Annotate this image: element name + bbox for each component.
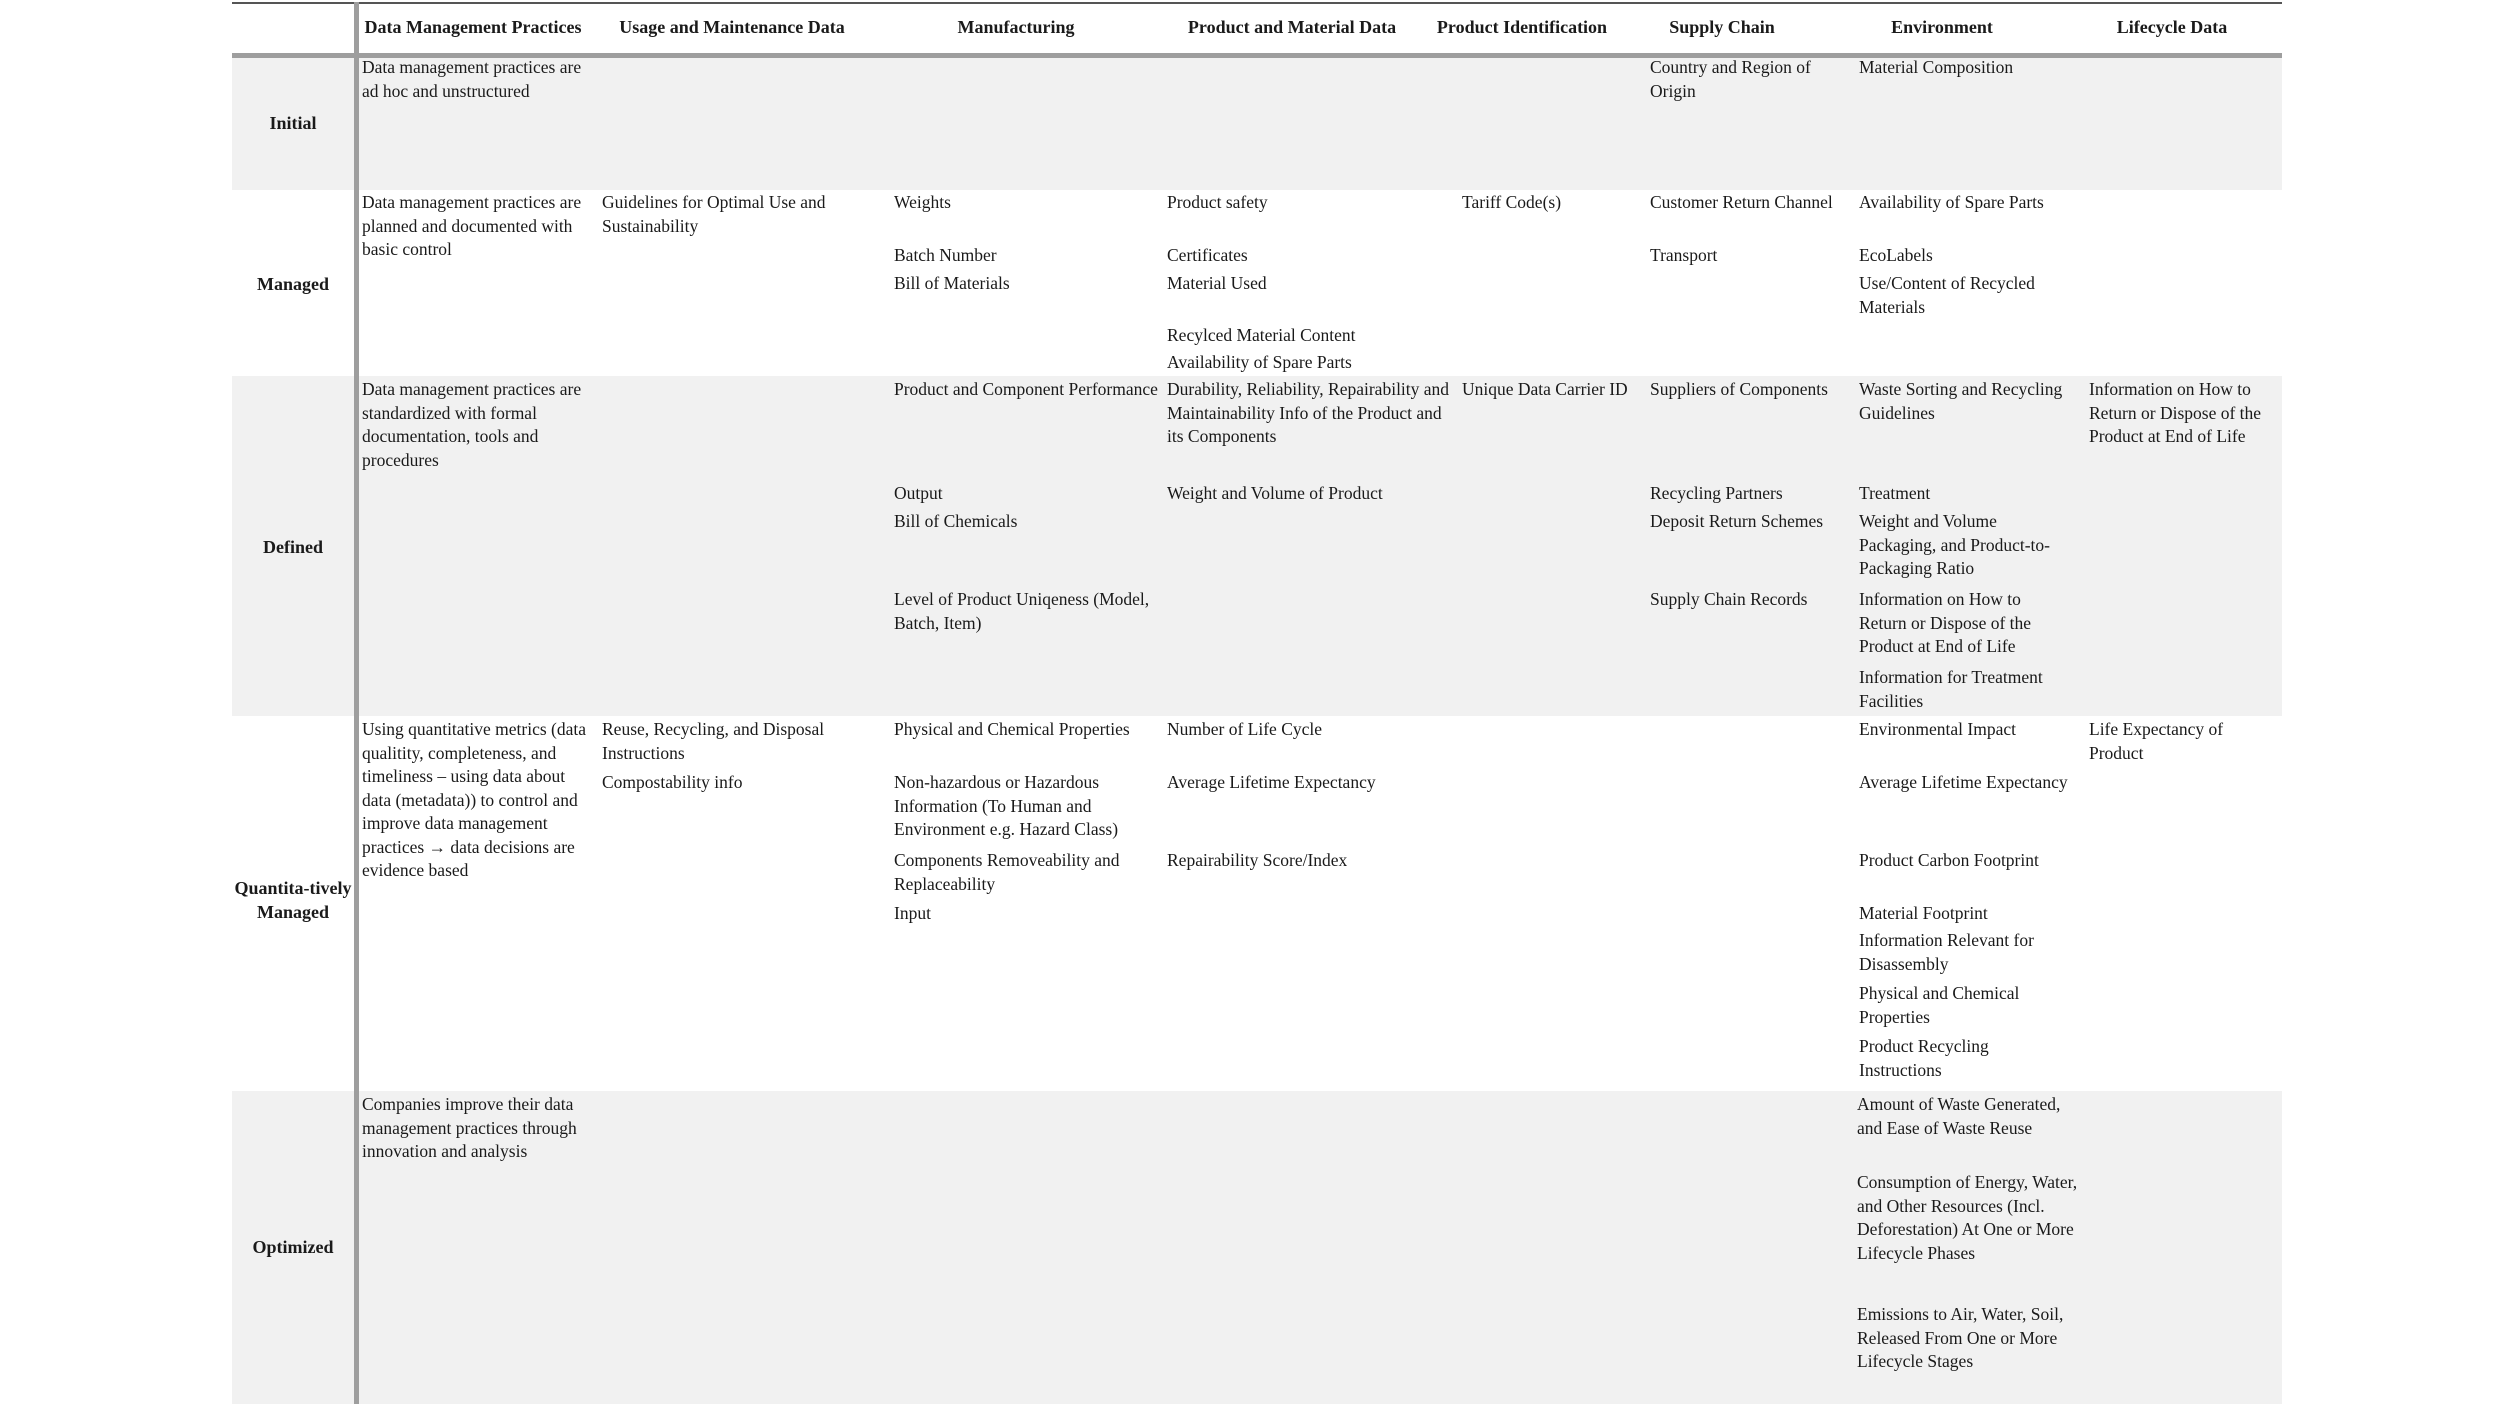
id-defined-1: Unique Data Carrier ID	[1462, 379, 1628, 399]
mfg-quantitative-2: Non-hazardous or Hazardous Information (To Human and Environment e.g. Hazard Class)	[894, 772, 1119, 839]
lifecycle-defined-1: Information on How to Return or Dispose of the Product at End of Life	[2089, 379, 2262, 446]
row-label-initial: Initial	[269, 113, 317, 133]
practice-initial: Data management practices are ad hoc and unstructured	[362, 57, 582, 101]
supply-managed-1: Customer Return Channel	[1650, 192, 1833, 212]
env-managed-3: Use/Content of Recycled Materials	[1859, 273, 2035, 317]
env-optimized-3: Emissions to Air, Water, Soil, Released From One or More Lifecycle Stages	[1857, 1304, 2064, 1371]
mfg-defined-3: Bill of Chemicals	[894, 511, 1018, 531]
header-environment: Environment	[1891, 17, 1993, 37]
supply-defined-4: Supply Chain Records	[1650, 589, 1808, 609]
row-label-quantitatively-managed: Quantita-tively Managed	[234, 878, 352, 922]
maturity-table	[232, 0, 2282, 1404]
product-defined-1: Durability, Reliability, Repairability and Maintainability Info of the Product and its Components	[1167, 379, 1450, 446]
env-quantitative-4: Material Footprint	[1859, 903, 1988, 923]
id-managed-1: Tariff Code(s)	[1462, 192, 1562, 212]
product-quantitative-1: Number of Life Cycle	[1167, 719, 1323, 739]
env-defined-3: Weight and Volume Packaging, and Product-to-Packaging Ratio	[1859, 511, 2050, 578]
product-managed-3: Material Used	[1167, 273, 1267, 293]
env-managed-1: Availability of Spare Parts	[1859, 192, 2044, 212]
row-label-managed: Managed	[257, 274, 329, 294]
mfg-managed-1: Weights	[894, 192, 951, 212]
product-managed-1: Product safety	[1167, 192, 1268, 212]
mfg-quantitative-4: Input	[894, 903, 931, 923]
header-manufacturing: Manufacturing	[957, 17, 1075, 37]
row-label-optimized: Optimized	[252, 1237, 334, 1257]
env-quantitative-6: Physical and Chemical Properties	[1859, 983, 2020, 1027]
mfg-managed-3: Bill of Materials	[894, 273, 1010, 293]
usage-managed-1: Guidelines for Optimal Use and Sustainability	[602, 192, 826, 236]
product-defined-2: Weight and Volume of Product	[1167, 483, 1383, 503]
header-product-material: Product and Material Data	[1187, 17, 1397, 37]
practice-defined: Data management practices are standardized with formal documentation, tools and procedures	[362, 379, 582, 470]
usage-quantitative-1: Reuse, Recycling, and Disposal Instructions	[602, 719, 825, 763]
supply-managed-2: Transport	[1650, 245, 1718, 265]
lifecycle-quantitative-1: Life Expectancy of Product	[2089, 719, 2224, 763]
product-managed-4: Recylced Material Content	[1167, 325, 1356, 345]
row-label-divider	[354, 2, 359, 1404]
env-defined-5: Information for Treatment Facilities	[1859, 667, 2043, 711]
practice-optimized: Companies improve their data management practices through innovation and analysis	[362, 1094, 577, 1161]
mfg-defined-1: Product and Component Performance	[894, 379, 1158, 399]
mfg-quantitative-1: Physical and Chemical Properties	[894, 719, 1130, 739]
product-quantitative-2: Average Lifetime Expectancy	[1167, 772, 1376, 792]
env-optimized-2: Consumption of Energy, Water, and Other Resources (Incl. Deforestation) At One or More Lifecycle Phases	[1857, 1172, 2078, 1263]
env-defined-4: Information on How to Return or Dispose of the Product at End of Life	[1859, 589, 2032, 656]
product-quantitative-3: Repairability Score/Index	[1167, 850, 1348, 870]
env-quantitative-2: Average Lifetime Expectancy	[1859, 772, 2068, 792]
env-initial-1: Material Composition	[1859, 57, 2014, 77]
header-supply-chain: Supply Chain	[1669, 17, 1775, 37]
table-top-rule	[232, 2, 2282, 4]
supply-initial-1: Country and Region of Origin	[1650, 57, 1811, 101]
env-quantitative-5: Information Relevant for Disassembly	[1859, 930, 2034, 974]
env-defined-1: Waste Sorting and Recycling Guidelines	[1859, 379, 2063, 423]
practice-managed: Data management practices are planned and documented with basic control	[362, 192, 582, 259]
header-usage-maintenance: Usage and Maintenance Data	[619, 17, 845, 37]
product-managed-2: Certificates	[1167, 245, 1248, 265]
env-defined-2: Treatment	[1859, 483, 1931, 503]
mfg-quantitative-3: Components Removeability and Replaceability	[894, 850, 1120, 894]
mfg-defined-4: Level of Product Uniqeness (Model, Batch, Item)	[894, 589, 1150, 633]
env-quantitative-1: Environmental Impact	[1859, 719, 2016, 739]
env-optimized-1: Amount of Waste Generated, and Ease of Waste Reuse	[1857, 1094, 2061, 1138]
row-label-defined: Defined	[263, 537, 323, 557]
practice-quantitative: Using quantitative metrics (data qualitity, completeness, and timeliness – using data about data (metadata)) to control and improve data management practices → data decisions are evidence based	[362, 719, 587, 880]
product-managed-5: Availability of Spare Parts	[1167, 352, 1352, 372]
header-product-identification: Product Identification	[1436, 17, 1608, 37]
header-lifecycle-data: Lifecycle Data	[2116, 17, 2228, 37]
supply-defined-1: Suppliers of Components	[1650, 379, 1828, 399]
usage-quantitative-2: Compostability info	[602, 772, 743, 792]
supply-defined-3: Deposit Return Schemes	[1650, 511, 1824, 531]
env-quantitative-7: Product Recycling Instructions	[1859, 1036, 1989, 1080]
supply-defined-2: Recycling Partners	[1650, 483, 1783, 503]
mfg-managed-2: Batch Number	[894, 245, 997, 265]
header-data-management-practices: Data Management Practices	[364, 17, 582, 37]
env-managed-2: EcoLabels	[1859, 245, 1933, 265]
env-quantitative-3: Product Carbon Footprint	[1859, 850, 2039, 870]
mfg-defined-2: Output	[894, 483, 943, 503]
